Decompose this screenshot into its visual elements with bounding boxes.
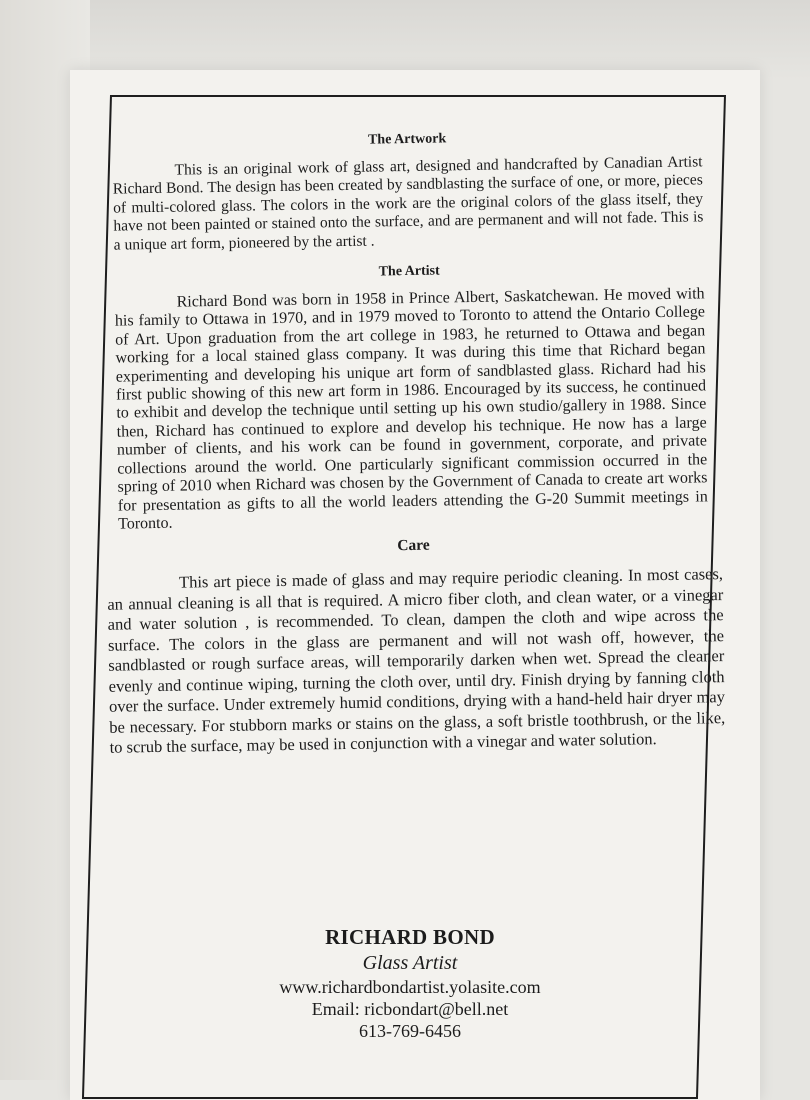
wall-background	[0, 0, 810, 80]
artist-title: Glass Artist	[362, 952, 458, 974]
website-link: www.richardbondartist.yolasite.com	[279, 977, 541, 997]
artist-heading: The Artist	[378, 263, 440, 280]
care-heading: Care	[397, 537, 430, 555]
care-paragraph: This art piece is made of glass and may require periodic cleaning. In most cases, an annual cleaning is all that is required. A micro fiber cloth, and clean water, or a vinegar and water solution , is recommended. To clean, dampen the cloth and wipe across the surface. The colors in the glass are permanent and will not wash off, however, the sandblasted or rough surface areas, will temporarily darken when wet. Spread the cleaner evenly and continue wiping, turning the cloth over, until dry. Finish drying by fanning cloth over the surface. Under extremely humid conditions, drying with a hand-held hair dryer may be necessary. For stubborn marks or stains on the glass, a soft bristle toothbrush, or the like, to scrub the surface, may be used in conjunction with a vinegar and water solution.	[107, 564, 726, 758]
email-line: Email: ricbondart@bell.net	[311, 999, 509, 1019]
phone-line: 613-769-6456	[359, 1021, 461, 1041]
document-body	[107, 127, 726, 766]
artwork-heading: The Artwork	[367, 131, 447, 148]
artist-name: RICHARD BOND	[325, 925, 495, 949]
artwork-paragraph: This is an original work of glass art, designed and handcrafted by Canadian Artist Richard Bond. The design has been created by sandblasting the surface of one, or more, pieces of multi-colored glass. The colors in the work are the original colors of the glass itself, they have not been painted or stained onto the surface, and are permanent and will not fade. This is a unique art form, pioneered by the artist .	[112, 153, 704, 254]
signature-block	[250, 924, 570, 1042]
artist-paragraph: Richard Bond was born in 1958 in Prince Albert, Saskatchewan. He moved with his family to Ottawa in 1970, and in 1979 moved to Toronto to attend the Ontario College of Art. Upon graduation from the art college in 1983, he returned to Ottawa and began working for a local stained glass company. It was during this time that Richard began experimenting and developing his unique art form of sandblasted glass. Richard had his first public showing of this new art form in 1986. Encouraged by its success, he continued to exhibit and develop the technique until setting up his own studio/gallery in 1988. Since then, Richard has continued to explore and develop his technique. He now has a large number of clients, and his work can be found in government, corporate, and private collections around the world. One particularly significant commission occurred in the spring of 2010 when Richard was chosen by the Government of Canada to create art works for presentation as gifts to all the world leaders attending the G-20 Summit meetings in Toronto.	[114, 285, 708, 533]
